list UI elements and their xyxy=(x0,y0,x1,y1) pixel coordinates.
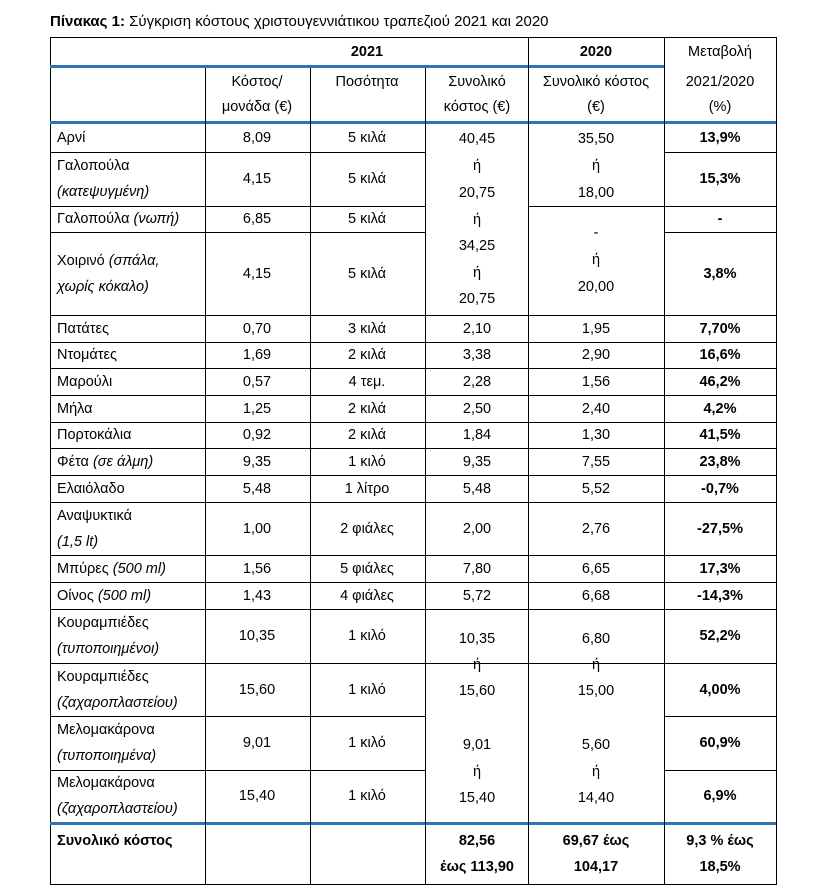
row-line xyxy=(50,502,776,503)
header-2021: 2021 xyxy=(350,44,384,60)
change-pct: 16,6% xyxy=(699,347,741,363)
quantity: 5 κιλά xyxy=(348,211,386,227)
total-2020: 7,55 xyxy=(581,453,611,470)
item-name: Μαρούλι xyxy=(57,373,113,390)
col-sep xyxy=(425,68,426,885)
item-name: Μελομακάρονα xyxy=(57,722,155,738)
total-label: Συνολικό κόστος xyxy=(57,833,173,849)
change-pct: 52,2% xyxy=(699,628,741,644)
item-name: Χοιρινό (σπάλα, xyxy=(57,252,160,269)
total-2020: 1,56 xyxy=(581,373,611,390)
row-line xyxy=(50,770,425,771)
quantity: 2 κιλά xyxy=(348,347,386,363)
quantity: 5 κιλά xyxy=(348,130,386,146)
item-name: Μήλα xyxy=(57,400,93,417)
unit-cost: 9,01 xyxy=(242,735,272,751)
quantity: 1 κιλό xyxy=(348,735,386,751)
unit-cost: 5,48 xyxy=(242,480,272,497)
item-name: Μελομακάρονα xyxy=(57,775,155,791)
row-line xyxy=(50,232,425,233)
total-2021: 1,84 xyxy=(462,427,492,443)
total-change: 9,3 % έως xyxy=(686,833,754,849)
col-sep-2021-2020 xyxy=(528,37,529,885)
unit-cost: 1,00 xyxy=(242,520,272,537)
total-rule xyxy=(50,822,776,825)
table-border-top xyxy=(50,37,776,38)
header-total-2020: Συνολικό κόστος xyxy=(542,74,650,90)
item-name: Πατάτες xyxy=(57,320,109,337)
row-line xyxy=(50,582,776,583)
quantity: 1 λίτρο xyxy=(344,480,390,497)
item-name: Αρνί xyxy=(57,130,86,146)
merged-total-2021: 40,45 xyxy=(458,131,496,147)
unit-cost: 0,92 xyxy=(242,427,272,443)
row-line xyxy=(664,206,776,207)
header-total-2021: κόστος (€) xyxy=(443,99,511,115)
total-2021: 82,56 xyxy=(458,833,496,849)
header-change: 2021/2020 xyxy=(685,74,755,90)
item-name: Κουραμπιέδες xyxy=(57,668,149,685)
item-note: χωρίς κόκαλο) xyxy=(57,278,149,295)
item-note: (τυποποιημένα) xyxy=(57,748,157,764)
merged-total-2020: ή xyxy=(591,252,601,268)
quantity: 1 κιλό xyxy=(348,681,386,698)
item-note: (ζαχαροπλαστείου) xyxy=(57,694,178,711)
unit-cost: 6,85 xyxy=(242,211,272,227)
row-line xyxy=(50,475,776,476)
total-2021: 3,38 xyxy=(462,347,492,363)
unit-cost: 8,09 xyxy=(242,130,272,146)
total-2020: 1,95 xyxy=(581,320,611,337)
item-name: Μπύρες (500 ml) xyxy=(57,560,166,577)
change-pct: 4,00% xyxy=(699,681,741,698)
item-name: Φέτα (σε άλμη) xyxy=(57,453,154,470)
row-line xyxy=(664,716,776,717)
merged-total-2021: 15,40 xyxy=(458,790,496,806)
caption-label: Πίνακας 1: xyxy=(50,13,125,30)
total-2020: 2,76 xyxy=(581,520,611,537)
merged-total-2020: 14,40 xyxy=(577,790,615,806)
total-2020: 1,30 xyxy=(581,427,611,443)
quantity: 5 φιάλες xyxy=(340,560,394,577)
change-pct: 41,5% xyxy=(699,427,741,443)
merged-total-2020: 6,80 xyxy=(581,631,611,647)
merged-total-2020: ή xyxy=(591,158,601,174)
unit-cost: 1,43 xyxy=(242,587,272,604)
total-2021: 2,00 xyxy=(462,520,492,537)
item-name: Πορτοκάλια xyxy=(57,427,132,443)
merged-total-2021: ή xyxy=(472,265,482,281)
merged-total-2021: 20,75 xyxy=(458,291,496,307)
row-line xyxy=(50,422,776,423)
quantity: 4 φιάλες xyxy=(340,587,394,604)
total-2021: 7,80 xyxy=(462,560,492,577)
unit-cost: 0,70 xyxy=(242,320,272,337)
quantity: 2 φιάλες xyxy=(340,520,394,537)
row-line xyxy=(50,555,776,556)
header-rule-2021 xyxy=(50,65,528,68)
row-line xyxy=(50,206,425,207)
unit-cost: 1,56 xyxy=(242,560,272,577)
change-pct: 3,8% xyxy=(703,265,737,282)
header-total-2020: (€) xyxy=(587,99,605,115)
table-border-bottom xyxy=(50,884,776,885)
header-change: Μεταβολή xyxy=(688,44,752,60)
header-total-2021: Συνολικό xyxy=(448,74,506,90)
item-name-italic: (σπάλα, xyxy=(108,252,160,269)
item-name: Ελαιόλαδο xyxy=(57,480,125,497)
header-change: (%) xyxy=(708,99,732,115)
merged-total-2020: 5,60 xyxy=(581,737,611,753)
quantity: 2 κιλά xyxy=(348,400,386,417)
merged-total-2021: ή xyxy=(472,212,482,228)
total-2021: έως 113,90 xyxy=(440,859,514,875)
change-pct: 23,8% xyxy=(699,453,741,470)
item-note: (ζαχαροπλαστείου) xyxy=(57,801,178,817)
row-line xyxy=(50,395,776,396)
change-pct: 4,2% xyxy=(703,400,737,417)
item-note: (1,5 lt) xyxy=(57,533,99,550)
merged-total-2021: 34,25 xyxy=(458,238,496,254)
item-name: Αναψυκτικά xyxy=(57,507,132,524)
change-pct: -14,3% xyxy=(697,587,743,604)
merged-total-2020: 20,00 xyxy=(577,279,615,295)
row-line xyxy=(50,152,425,153)
total-2020: 2,40 xyxy=(581,400,611,417)
change-pct: 7,70% xyxy=(699,320,741,337)
caption-text: Σύγκριση κόστους χριστουγεννιάτικου τραπεζιού 2021 και 2020 xyxy=(124,13,549,30)
total-2021: 2,50 xyxy=(462,400,492,417)
total-2021: 5,48 xyxy=(462,480,492,497)
total-2021: 5,72 xyxy=(462,587,492,604)
merged-total-2021: 15,60 xyxy=(458,683,496,699)
header-rule-2020 xyxy=(528,65,664,68)
item-note: (κατεψυγμένη) xyxy=(57,184,150,200)
row-line xyxy=(50,315,776,316)
change-pct: -0,7% xyxy=(701,480,739,497)
header-unit-cost: μονάδα (€) xyxy=(221,99,293,115)
change-pct: 17,3% xyxy=(699,560,741,577)
item-name-italic: (500 ml) xyxy=(97,587,152,604)
merged-total-2021: 10,35 xyxy=(458,631,496,647)
header-rule-bottom xyxy=(50,121,776,124)
item-name: Γαλοπούλα (νωπή) xyxy=(57,211,180,227)
quantity: 2 κιλά xyxy=(348,427,386,443)
row-line xyxy=(528,206,664,207)
total-2020: 69,67 έως xyxy=(562,833,630,849)
row-line xyxy=(50,368,776,369)
merged-total-2021: ή xyxy=(472,764,482,780)
unit-cost: 9,35 xyxy=(242,453,272,470)
total-2020: 104,17 xyxy=(573,859,619,875)
unit-cost: 4,15 xyxy=(242,171,272,187)
merged-total-2020: - xyxy=(593,225,599,241)
merged-total-2021: 9,01 xyxy=(462,737,492,753)
row-line xyxy=(50,342,776,343)
change-pct: 13,9% xyxy=(699,130,741,146)
change-pct: 60,9% xyxy=(699,735,741,751)
quantity: 1 κιλό xyxy=(348,453,386,470)
quantity: 5 κιλά xyxy=(348,171,386,187)
quantity: 1 κιλό xyxy=(348,628,386,644)
merged-total-2021: ή xyxy=(472,657,482,673)
unit-cost: 1,69 xyxy=(242,347,272,363)
item-name-italic: (500 ml) xyxy=(112,560,166,577)
table-border-right xyxy=(776,37,777,885)
unit-cost: 4,15 xyxy=(242,265,272,282)
col-sep xyxy=(310,68,311,885)
header-unit-cost: Κόστος/ xyxy=(231,74,283,90)
row-line xyxy=(664,152,776,153)
total-2020: 6,65 xyxy=(581,560,611,577)
item-name: Ντομάτες xyxy=(57,347,117,363)
total-2020: 6,68 xyxy=(581,587,611,604)
item-note: (τυποποιημένοι) xyxy=(57,641,160,657)
merged-total-2020: ή xyxy=(591,764,601,780)
total-2020: 2,90 xyxy=(581,347,611,363)
header-2020: 2020 xyxy=(579,44,613,60)
merged-total-2021: 20,75 xyxy=(458,185,496,201)
merged-total-2020: 35,50 xyxy=(577,131,615,147)
item-name: Κουραμπιέδες xyxy=(57,615,149,631)
row-line xyxy=(50,663,776,664)
quantity: 5 κιλά xyxy=(348,265,386,282)
item-name: Οίνος (500 ml) xyxy=(57,587,152,604)
col-sep xyxy=(205,68,206,885)
quantity: 1 κιλό xyxy=(348,788,386,804)
change-pct: - xyxy=(717,211,723,227)
merged-total-2021: ή xyxy=(472,158,482,174)
row-line xyxy=(664,770,776,771)
col-sep-2020-change xyxy=(664,37,665,885)
row-line xyxy=(50,609,776,610)
total-2021: 9,35 xyxy=(462,453,492,470)
merged-total-2020: 15,00 xyxy=(577,683,615,699)
item-name-italic: (σε άλμη) xyxy=(92,453,154,470)
total-2020: 5,52 xyxy=(581,480,611,497)
total-2021: 2,28 xyxy=(462,373,492,390)
change-pct: 15,3% xyxy=(699,171,741,187)
change-pct: -27,5% xyxy=(697,520,743,537)
row-line xyxy=(664,232,776,233)
table-border-left xyxy=(50,37,51,885)
quantity: 4 τεμ. xyxy=(348,373,386,390)
unit-cost: 15,60 xyxy=(238,681,276,698)
unit-cost: 10,35 xyxy=(238,628,276,644)
merged-total-2020: ή xyxy=(591,657,601,673)
unit-cost: 0,57 xyxy=(242,373,272,390)
change-pct: 6,9% xyxy=(703,788,737,804)
merged-total-2020: 18,00 xyxy=(577,185,615,201)
change-pct: 46,2% xyxy=(699,373,741,390)
item-name: Γαλοπούλα xyxy=(57,158,130,174)
row-line xyxy=(50,448,776,449)
total-change: 18,5% xyxy=(699,859,741,875)
quantity: 3 κιλά xyxy=(348,320,386,337)
total-2021: 2,10 xyxy=(462,320,492,337)
unit-cost: 1,25 xyxy=(242,400,272,417)
item-name-italic: (νωπή) xyxy=(133,211,180,227)
header-quantity: Ποσότητα xyxy=(335,74,399,90)
row-line xyxy=(50,716,425,717)
unit-cost: 15,40 xyxy=(238,788,276,804)
